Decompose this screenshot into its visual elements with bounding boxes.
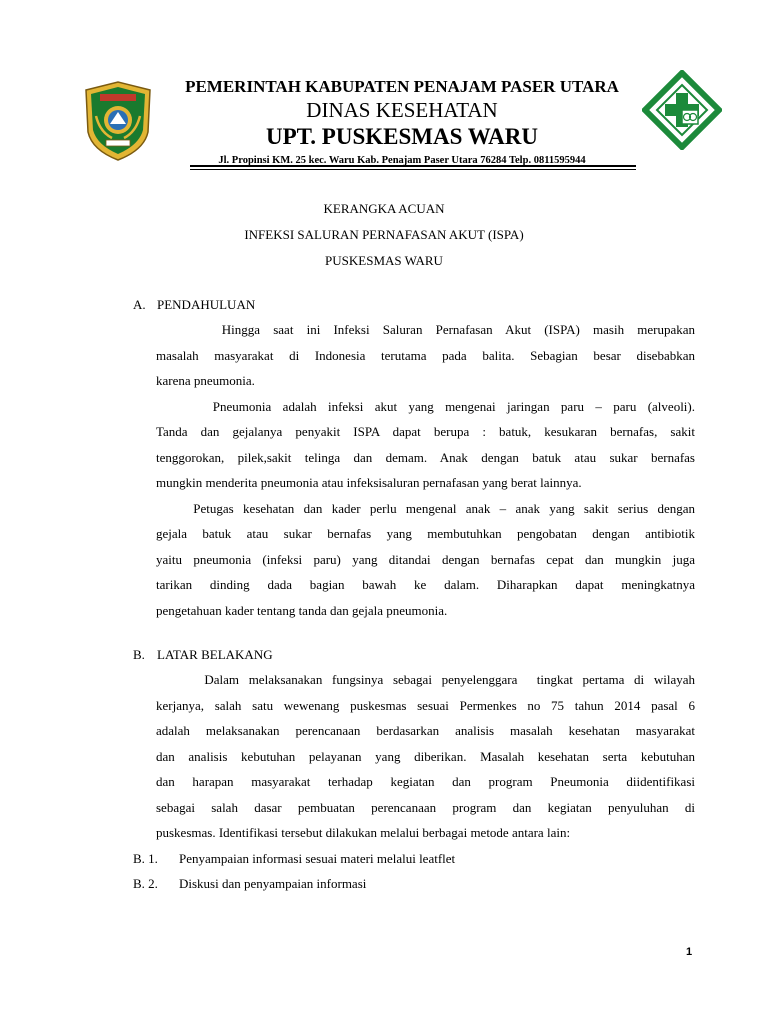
text-line: dan harapan masyarakat terhadap kegiatan dan program Pneumonia diidentifikasi bbox=[156, 774, 695, 789]
text-line: tarikan dinding dada bagian bawah ke dalam. Diharapkan dapat meningkatnya bbox=[156, 577, 695, 592]
text-line: Petugas kesehatan dan kader perlu mengenal anak – anak yang sakit serius dengan bbox=[156, 500, 695, 516]
section-title: LATAR BELAKANG bbox=[157, 647, 273, 662]
section-title: PENDAHULUAN bbox=[157, 297, 256, 312]
text-line: yaitu pneumonia (infeksi paru) yang ditandai dengan bernafas cepat dan mungkin juga bbox=[156, 551, 695, 567]
paragraph bbox=[156, 496, 695, 624]
list-item-text: Diskusi dan penyampaian informasi bbox=[179, 876, 367, 891]
text-line: puskesmas. Identifikasi tersebut dilakukan melalui berbagai metode antara lain: bbox=[156, 825, 571, 840]
list-item-number: B. 1. bbox=[133, 850, 158, 866]
puskesmas-logo-icon bbox=[642, 70, 722, 150]
section-spacer bbox=[133, 623, 695, 643]
text-line: karena pneumonia. bbox=[156, 373, 255, 388]
text-line: adalah melaksanakan perencanaan berdasarkan analisis masalah kesehatan masyarakat bbox=[156, 723, 695, 738]
page-number: 1 bbox=[686, 946, 693, 958]
title-line-3: PUSKESMAS WARU bbox=[325, 253, 443, 268]
paragraph bbox=[156, 667, 695, 846]
document-body bbox=[133, 293, 695, 897]
title-line-2: INFEKSI SALURAN PERNAFASAN AKUT (ISPA) bbox=[244, 227, 524, 242]
text-line: sebagai salah dasar pembuatan perencanaan program dan kegiatan penyuluhan di bbox=[156, 799, 695, 815]
address-line: Jl. Propinsi KM. 25 kec. Waru Kab. Penajam Paser Utara 76284 Telp. 0811595944 bbox=[218, 155, 586, 166]
text-line: Dalam melaksanakan fungsinya sebagai penyelenggara tingkat pertama di wilayah bbox=[156, 672, 695, 687]
text-line: pengetahuan kader tentang tanda dan gejala pneumonia. bbox=[156, 602, 448, 618]
text-line: Hingga saat ini Infeksi Saluran Pernafasan Akut (ISPA) masih merupakan bbox=[156, 322, 695, 337]
letterhead-divider bbox=[190, 165, 636, 170]
list-item-text: Penyampaian informasi sesuai materi melalui leatflet bbox=[179, 850, 456, 866]
section-letter: A. bbox=[133, 297, 146, 312]
list-item bbox=[133, 871, 695, 897]
document-title bbox=[0, 196, 768, 274]
regency-emblem-icon bbox=[82, 80, 154, 162]
text-line: masalah masyarakat di Indonesia terutama pada balita. Sebagian besar disebabkan bbox=[156, 347, 695, 363]
title-line-1: KERANGKA ACUAN bbox=[323, 201, 445, 216]
department-name: DINAS KESEHATAN bbox=[306, 98, 498, 122]
list-item bbox=[133, 846, 695, 872]
institution-name: UPT. PUSKESMAS WARU bbox=[266, 124, 538, 149]
letterhead bbox=[158, 76, 646, 168]
text-line: Tanda dan gejalanya penyakit ISPA dapat berupa : batuk, kesukaran bernafas, sakit bbox=[156, 424, 695, 439]
text-line: kerjanya, salah satu wewenang puskesmas sesuai Permenkes no 75 tahun 2014 pasal 6 bbox=[156, 697, 695, 713]
text-line: Pneumonia adalah infeksi akut yang mengenai jaringan paru – paru (alveoli). bbox=[156, 398, 695, 414]
text-line: mungkin menderita pneumonia atau infeksisaluran pernafasan yang berat lainnya. bbox=[156, 475, 582, 490]
list-item-number: B. 2. bbox=[133, 876, 158, 891]
section-letter: B. bbox=[133, 647, 145, 662]
text-line: dan analisis kebutuhan pelayanan yang diberikan. Masalah kesehatan serta kebutuhan bbox=[156, 748, 695, 764]
section-heading-b bbox=[133, 643, 695, 667]
section-heading-a bbox=[133, 293, 695, 317]
government-name: PEMERINTAH KABUPATEN PENAJAM PASER UTARA bbox=[185, 77, 619, 96]
text-line: tenggorokan, pilek,sakit telinga dan demam. Anak dengan batuk atau sukar bernafas bbox=[156, 449, 695, 465]
paragraph bbox=[156, 317, 695, 394]
paragraph bbox=[156, 394, 695, 496]
text-line: gejala batuk atau sukar bernafas yang membutuhkan pengobatan dengan antibiotik bbox=[156, 526, 695, 541]
